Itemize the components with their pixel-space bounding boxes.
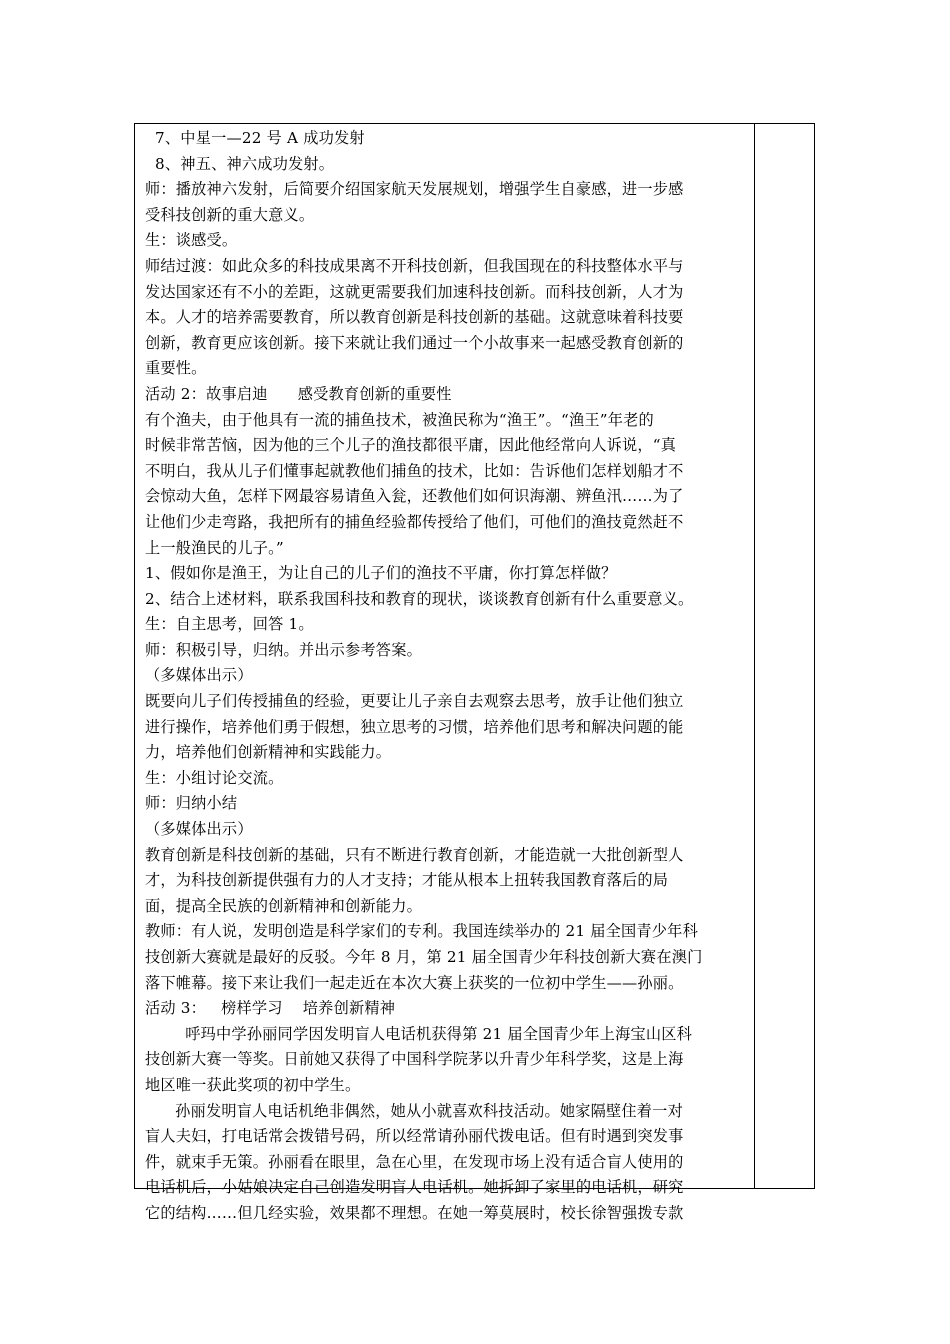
text-line: 它的结构……但几经实验，效果都不理想。在她一筹莫展时，校长徐智强拨专款 <box>145 1203 684 1222</box>
text-line: 时候非常苦恼，因为他的三个儿子的渔技都很平庸，因此他经常向人诉说，“真 <box>145 436 677 455</box>
text-line: 发达国家还有不小的差距，这就更需要我们加速科技创新。而科技创新，人才为 <box>145 282 684 301</box>
text-line: 教育创新是科技创新的基础，只有不断进行教育创新，才能造就一大批创新型人 <box>145 845 684 864</box>
text-line: 力，培养他们创新精神和实践能力。 <box>145 743 392 762</box>
text-line: 生：小组讨论交流。 <box>145 768 284 787</box>
text-line: 有个渔夫，由于他具有一流的捕鱼技术，被渔民称为“渔王”。“渔王”年老的 <box>145 410 654 429</box>
text-line: 地区唯一获此奖项的初中学生。 <box>145 1075 361 1094</box>
text-line: 师结过渡：如此众多的科技成果离不开科技创新，但我国现在的科技整体水平与 <box>145 256 684 275</box>
lesson-content-cell <box>145 126 749 1227</box>
text-line: 孙丽发明盲人电话机绝非偶然，她从小就喜欢科技活动。她家隔壁住着一对 <box>145 1101 683 1120</box>
text-line: 2、结合上述材料，联系我国科技和教育的现状，谈谈教育创新有什么重要意义。 <box>145 589 694 608</box>
text-line: 技创新大赛就是最好的反驳。今年 8 月，第 21 届全国青少年科技创新大赛在澳门 <box>145 948 703 966</box>
text-line: 创新，教育更应该创新。接下来就让我们通过一个小故事来一起感受教育创新的 <box>145 333 684 352</box>
text-line: 落下帷幕。接下来让我们一起走近在本次大赛上获奖的一位初中学生——孙丽。 <box>145 973 684 992</box>
text-line: 生：自主思考，回答 1。 <box>145 615 314 634</box>
text-line: 会惊动大鱼，怎样下网最容易请鱼入瓮，还教他们如何识海潮、辨鱼汛……为了 <box>145 487 684 506</box>
text-line: 活动 2：故事启迪 感受教育创新的重要性 <box>145 384 452 403</box>
text-line: （多媒体出示） <box>145 820 253 839</box>
text-line: 本。人才的培养需要教育，所以教育创新是科技创新的基础。这就意味着科技要 <box>145 308 684 327</box>
text-line: 生：谈感受。 <box>145 231 238 250</box>
text-line: 电话机后，小姑娘决定自己创造发明盲人电话机。她拆卸了家里的电话机，研究 <box>145 1178 684 1197</box>
text-line: 受科技创新的重大意义。 <box>145 205 315 224</box>
text-line: 重要性。 <box>145 359 207 378</box>
text-line: 师：归纳小结 <box>145 794 238 813</box>
text-line: 技创新大赛一等奖。日前她又获得了中国科学院茅以升青少年科学奖，这是上海 <box>145 1050 684 1069</box>
text-line: 8、神五、神六成功发射。 <box>145 154 335 173</box>
text-line: 不明白，我从儿子们懂事起就教他们捕鱼的技术，比如：告诉他们怎样划船才不 <box>145 461 684 480</box>
text-line: 上一般渔民的儿子。” <box>145 538 284 557</box>
text-line: （多媒体出示） <box>145 666 253 685</box>
text-line: 教师：有人说，发明创造是科学家们的专利。我国连续举办的 21 届全国青少年科 <box>145 922 698 941</box>
text-line: 才，为科技创新提供强有力的人才支持；才能从根本上扭转我国教育落后的局 <box>145 871 669 890</box>
text-line: 盲人夫妇，打电话常会拨错号码，所以经常请孙丽代拨电话。但有时遇到突发事 <box>145 1127 684 1146</box>
text-line: 件，就束手无策。孙丽看在眼里，急在心里，在发现市场上没有适合盲人使用的 <box>145 1152 684 1171</box>
text-line: 面，提高全民族的创新精神和创新能力。 <box>145 896 422 915</box>
text-line: 进行操作，培养他们勇于假想，独立思考的习惯，培养他们思考和解决问题的能 <box>145 717 684 736</box>
text-line: 活动 3： 榜样学习 培养创新精神 <box>145 999 396 1018</box>
text-line: 7、中星一—22 号 A 成功发射 <box>145 129 365 147</box>
lesson-table <box>134 123 815 1222</box>
text-line: 1、假如你是渔王，为让自己的儿子们的渔技不平庸，你打算怎样做？ <box>145 564 617 583</box>
notes-cell <box>755 124 814 1188</box>
text-line: 让他们少走弯路，我把所有的捕鱼经验都传授给了他们，可他们的渔技竟然赶不 <box>145 512 684 531</box>
text-line: 师：积极引导，归纳。并出示参考答案。 <box>145 640 422 659</box>
text-line: 师：播放神六发射，后简要介绍国家航天发展规划，增强学生自豪感，进一步感 <box>145 180 684 199</box>
text-line: 既要向儿子们传授捕鱼的经验，更要让儿子亲自去观察去思考，放手让他们独立 <box>145 692 684 711</box>
text-line: 呼玛中学孙丽同学因发明盲人电话机获得第 21 届全国青少年上海宝山区科 <box>145 1024 693 1043</box>
